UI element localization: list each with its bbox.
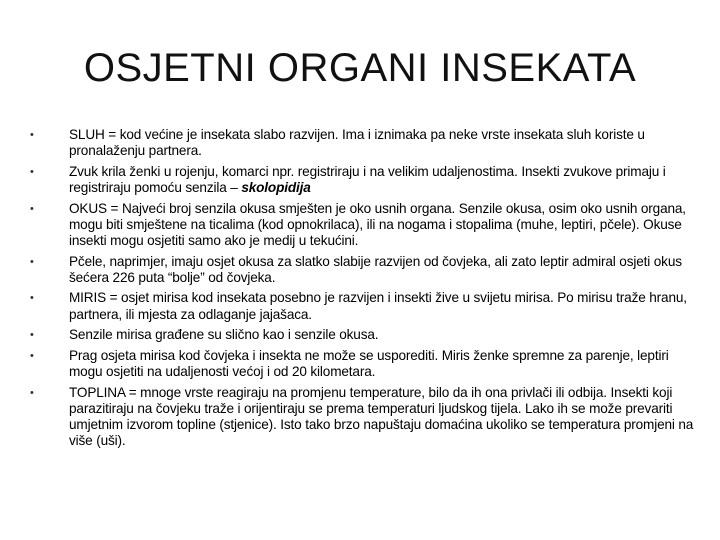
bullet-item <box>30 164 705 196</box>
bullet-text: Pčele, naprimjer, imaju osjet okusa za slatko slabije razvijen od čovjeka, ali zato leptir admiral osjeti okus šećera 226 puta “bolje” od čovjeka. <box>69 253 682 285</box>
bullet-dot-icon: • <box>30 386 34 399</box>
bullet-item <box>30 385 705 450</box>
bullet-list <box>30 127 705 454</box>
bullet-text: TOPLINA = mnoge vrste reagiraju na promjenu temperature, bilo da ih ona privlači ili odbija. Insekti koji parazitiraju na čovjeku traže i orijentiraju se prema temperaturi ljudskog tijela. Lako ih se može prevariti umjetnim izvorom topline (stjenice). Isto tako brzo napuštaju domaćina ukoliko se temperatura promjeni na više (uši). <box>69 384 694 449</box>
bullet-item <box>30 348 705 380</box>
bullet-dot-icon: • <box>30 349 34 362</box>
bullet-emphasis: skolopidija <box>241 180 311 195</box>
bullet-dot-icon: • <box>30 255 34 268</box>
bullet-dot-icon: • <box>30 292 34 305</box>
bullet-text: SLUH = kod većine je insekata slabo razvijen. Ima i iznimaka pa neke vrste insekata sluh koriste u pronalaženju partnera. <box>69 127 645 159</box>
bullet-dot-icon: • <box>30 129 34 141</box>
bullet-dot-icon: • <box>30 202 34 215</box>
bullet-dot-icon: • <box>30 329 34 342</box>
bullet-dot-icon: • <box>30 165 34 178</box>
bullet-item <box>30 290 705 322</box>
bullet-text: MIRIS = osjet mirisa kod insekata posebno je razvijen i insekti žive u svijetu mirisa. Po mirisu traže hranu, partnera, ili mjesta za odlaganje jajašaca. <box>69 290 687 322</box>
bullet-text: Zvuk krila ženki u rojenju, komarci npr. registriraju i na velikim udaljenostima. Insekti zvukove primaju i registriraju pomoću senzila – <box>69 163 666 195</box>
bullet-item <box>30 201 705 250</box>
bullet-text: Prag osjeta mirisa kod čovjeka i insekta ne može se usporediti. Miris ženke spremne za parenje, leptiri mogu osjetiti na udaljenosti većoj i od 20 kilometara. <box>69 347 669 379</box>
slide-title: OSJETNI ORGANI INSEKATA <box>83 46 637 90</box>
bullet-item <box>30 327 705 343</box>
bullet-text: Senzile mirisa građene su slično kao i senzile okusa. <box>69 327 379 343</box>
bullet-item <box>30 254 705 286</box>
bullet-text: OKUS = Najveći broj senzila okusa smješten je oko usnih organa. Senzile okusa, osim oko usnih organa, mogu biti smještene na ticalima (kod opnokrilaca), ili na nogama i stopalima (muhe, leptiri, pčele). Okuse insekti mogu osjetiti samo ako je medij u tekućini. <box>69 200 686 248</box>
bullet-item <box>30 127 705 159</box>
